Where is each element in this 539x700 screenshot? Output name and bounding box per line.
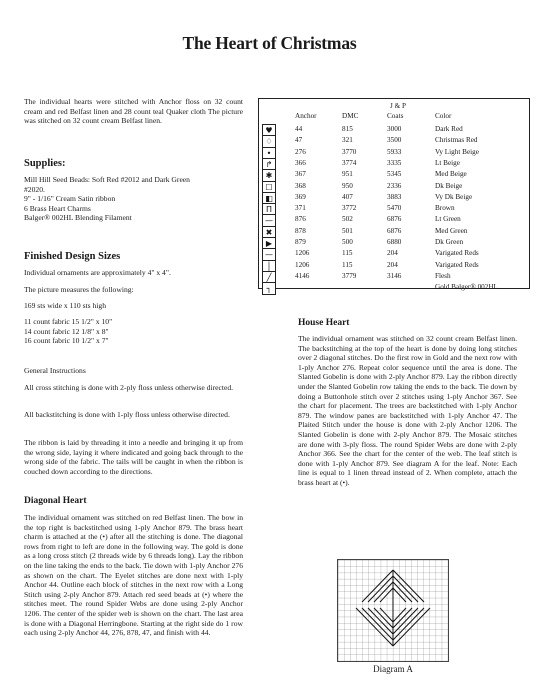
key-cell-coats: 5470 [387, 204, 402, 213]
diagonal-heart-heading: Diagonal Heart [24, 496, 87, 506]
key-cell-coats: 6876 [387, 215, 402, 224]
fabric-size: 16 count fabric 10 1/2" x 7" [24, 336, 109, 346]
key-symbol-icon: ┐ [262, 282, 276, 295]
key-cell-coats: 2336 [387, 181, 402, 190]
fabric-size: 11 count fabric 15 1/2" x 10" [24, 317, 113, 326]
key-cell-dmc: 950 [342, 181, 353, 190]
key-cell-dmc: 3779 [342, 271, 357, 280]
header-dmc: DMC [342, 112, 359, 120]
key-cell-dmc: 407 [342, 192, 353, 201]
key-cell-color: Vy Dk Beige [435, 192, 473, 201]
key-symbol-icon: ✱ [262, 169, 276, 182]
key-cell-dmc: 501 [342, 226, 353, 235]
key-symbol-icon: ♢ [262, 135, 276, 148]
key-cell-dmc: 3772 [342, 204, 357, 213]
key-cell-coats: 3500 [387, 136, 402, 145]
key-cell-anchor: 366 [295, 158, 306, 167]
house-heart-paragraph: The individual ornament was stitched on 32 count cream Belfast linen. The backstitching at the top of the heart is done by doing long stitches over 2 diagonal stitches. Do the first row in Gold and the next row with 1-ply Anchor 276. Repeat color sequence until the area is done. The Slanted Gobelin is done with 2-ply Anchor 879. Lay the ribbon directly under the Slanted Gobelin row taking the ends to the back. Tie down by doing a Buttonhole stitch over 2 stitches using 1-ply Anchor 367. See the chart for placement. The trees are backstitched with 1-ply Anchor 879. The window panes are backstitched with 1-ply Anchor 47. The Plaited Stitch under the house is done with 2-ply Anchor 1206. The Slanted Gobelin is done with 2-ply Anchor 879. The Mosaic stitches are done with 3-ply floss. The round Spider Webs are done with 2-ply Anchor 366. See the chart for the center of the web. The leaf stitch is done with 1-ply Anchor 879. See diagram A for the leaf. Note: Each line is equal to 1 linen thread instead of 2. When complete, attach the brass heart at (•). [298, 334, 517, 487]
header-coats: Coats [387, 112, 404, 120]
general-paragraph-1: All cross stitching is done with 2-ply floss unless otherwise directed. [24, 383, 234, 392]
key-cell-coats: 204 [387, 249, 398, 258]
key-cell-color: Varigated Reds [435, 249, 479, 258]
key-cell-anchor: 367 [295, 170, 306, 179]
key-cell-color: Med Beige [435, 170, 467, 179]
fabric-size-list [24, 317, 112, 346]
key-cell-anchor: 879 [295, 238, 306, 246]
key-cell-coats: 6880 [387, 238, 402, 246]
key-cell-coats: 3146 [387, 271, 402, 280]
supply-line: Mill Hill Seed Beads: Soft Red #2012 and Dark Green [24, 175, 190, 184]
finished-sizes-heading: Finished Design Sizes [24, 251, 121, 262]
key-cell-dmc: 3770 [342, 147, 357, 156]
key-cell-anchor: 44 [295, 125, 303, 133]
key-cell-anchor: 4146 [295, 271, 310, 280]
key-symbol-icon: ◧ [262, 192, 276, 205]
key-cell-color: Vy Light Beige [435, 147, 479, 156]
key-cell-coats: 5933 [387, 147, 402, 156]
key-symbol-icon: Π [262, 203, 276, 216]
key-cell-dmc: 3774 [342, 158, 357, 167]
diagram-a-figure [337, 559, 449, 662]
key-symbol-icon: ☐ [262, 181, 276, 194]
key-cell-coats: 3335 [387, 158, 402, 167]
finished-line-1: Individual ornaments are approximately 4" x 4". [24, 268, 171, 277]
finished-line-2: The picture measures the following: [24, 285, 134, 294]
key-symbol-icon: — [262, 214, 276, 227]
key-cell-anchor: 1206 [295, 260, 310, 269]
key-cell-coats: 5345 [387, 170, 402, 179]
key-cell-anchor: 876 [295, 215, 306, 224]
key-cell-dmc: 321 [342, 136, 353, 145]
key-cell-anchor: 368 [295, 181, 306, 190]
key-symbol-icon: │ [262, 260, 276, 273]
key-cell-anchor: 371 [295, 204, 306, 213]
key-cell-anchor: 1206 [295, 249, 310, 258]
key-cell-color: Flesh [435, 271, 451, 280]
supply-line: 6 Brass Heart Charms [24, 203, 91, 213]
supply-line: Balger® 002HL Blending Filament [24, 213, 132, 223]
key-cell-color: Brown [435, 204, 455, 213]
color-key-table [258, 98, 530, 294]
intro-paragraph: The individual hearts were stitched with Anchor floss on 32 count cream and red Belfast linen and 28 count teal Quaker cloth The picture was stitched on 32 count cream Belfast linen. [24, 97, 243, 126]
diagram-a-chart [338, 560, 448, 661]
supplies-heading: Supplies: [24, 158, 66, 169]
key-cell-dmc: 500 [342, 238, 353, 246]
key-cell-color: Christmas Red [435, 136, 478, 145]
key-symbol-icon: ╱ [262, 271, 276, 284]
key-cell-coats: 204 [387, 260, 398, 269]
header-color: Color [435, 112, 452, 120]
supply-line: #2020. [24, 184, 45, 194]
key-cell-color: Lt Beige [435, 158, 460, 167]
key-cell-anchor: 878 [295, 226, 306, 235]
header-jp: J & P [390, 102, 406, 110]
header-anchor: Anchor [295, 112, 317, 120]
key-cell-dmc: 502 [342, 215, 353, 224]
key-cell-color: Lt Green [435, 215, 461, 224]
key-cell-anchor: 276 [295, 147, 306, 156]
supply-line: 9" - 1/16" Cream Satin ribbon [24, 194, 116, 204]
key-cell-dmc: 815 [342, 125, 353, 133]
key-symbol-icon: — [262, 248, 276, 261]
diagram-a-caption: Diagram A [373, 664, 413, 674]
key-cell-coats: 3883 [387, 192, 402, 201]
key-cell-color: Med Green [435, 226, 468, 235]
key-symbol-icon: ▶ [262, 237, 276, 250]
key-cell-coats: 3000 [387, 125, 402, 133]
key-cell-color: Dk Beige [435, 181, 463, 190]
key-cell-dmc: 115 [342, 260, 353, 269]
key-symbol-icon: ♥ [262, 124, 276, 137]
key-symbol-icon: • [262, 147, 276, 160]
fabric-size: 14 count fabric 12 1/8" x 8" [24, 326, 109, 336]
key-symbol-icon: ↱ [262, 158, 276, 171]
key-cell-color: Gold Balger® 002HL [435, 283, 498, 292]
general-paragraph-3: The ribbon is laid by threading it into a needle and bringing it up from the wrong side, laying it where indicated and going back through to the wrong side of the fabric. The tails will be caught in when the ribbon is couched down according to the directions. [24, 438, 243, 476]
finished-line-3: 169 sts wide x 110 sts high [24, 301, 106, 310]
key-cell-dmc: 115 [342, 249, 353, 258]
key-cell-anchor: 47 [295, 136, 303, 145]
key-cell-color: Dark Red [435, 125, 463, 133]
general-paragraph-2: All backstitching is done with 1-ply floss unless otherwise directed. [24, 410, 230, 419]
key-cell-coats: 6876 [387, 226, 402, 235]
general-instructions-heading: General Instructions [24, 366, 86, 375]
house-heart-heading: House Heart [298, 318, 350, 328]
key-cell-anchor: 369 [295, 192, 306, 201]
key-cell-color: Varigated Reds [435, 260, 479, 269]
page-title: The Heart of Christmas [182, 33, 357, 53]
key-cell-dmc: 951 [342, 170, 353, 179]
key-cell-color: Dk Green [435, 238, 464, 246]
supplies-list [24, 175, 190, 223]
key-symbol-icon: ✖ [262, 226, 276, 239]
diagonal-heart-paragraph: The individual ornament was stitched on red Belfast linen. The bow in the top right is backstitched using 1-ply Anchor 879. The brass heart charm is attached at the (•) after all the stitching is done. The diagonal rows from right to left are done in the following way. The gold is done as a long cross stitch (2 threads wide by 6 threads long). Lay the ribbon on the line taking the ends to the back. Tie down with 1-ply Anchor 276 as shown on the chart. The Eyelet stitches are done next with 1-ply Anchor 44. Outline each block of stitches in the next row with a Long Stitch using 2-ply Anchor 879. Attach red seed beads at (•) where the stitches meet. The round Spider Webs are done using 2-ply Anchor 1206. The center of the spider web is shown on the chart. The last area is done with a Diagonal Herringbone. Starting at the right side do 1 row each using 2-ply Anchor 44, 276, 878, 47, and finish with 44. [24, 513, 243, 638]
